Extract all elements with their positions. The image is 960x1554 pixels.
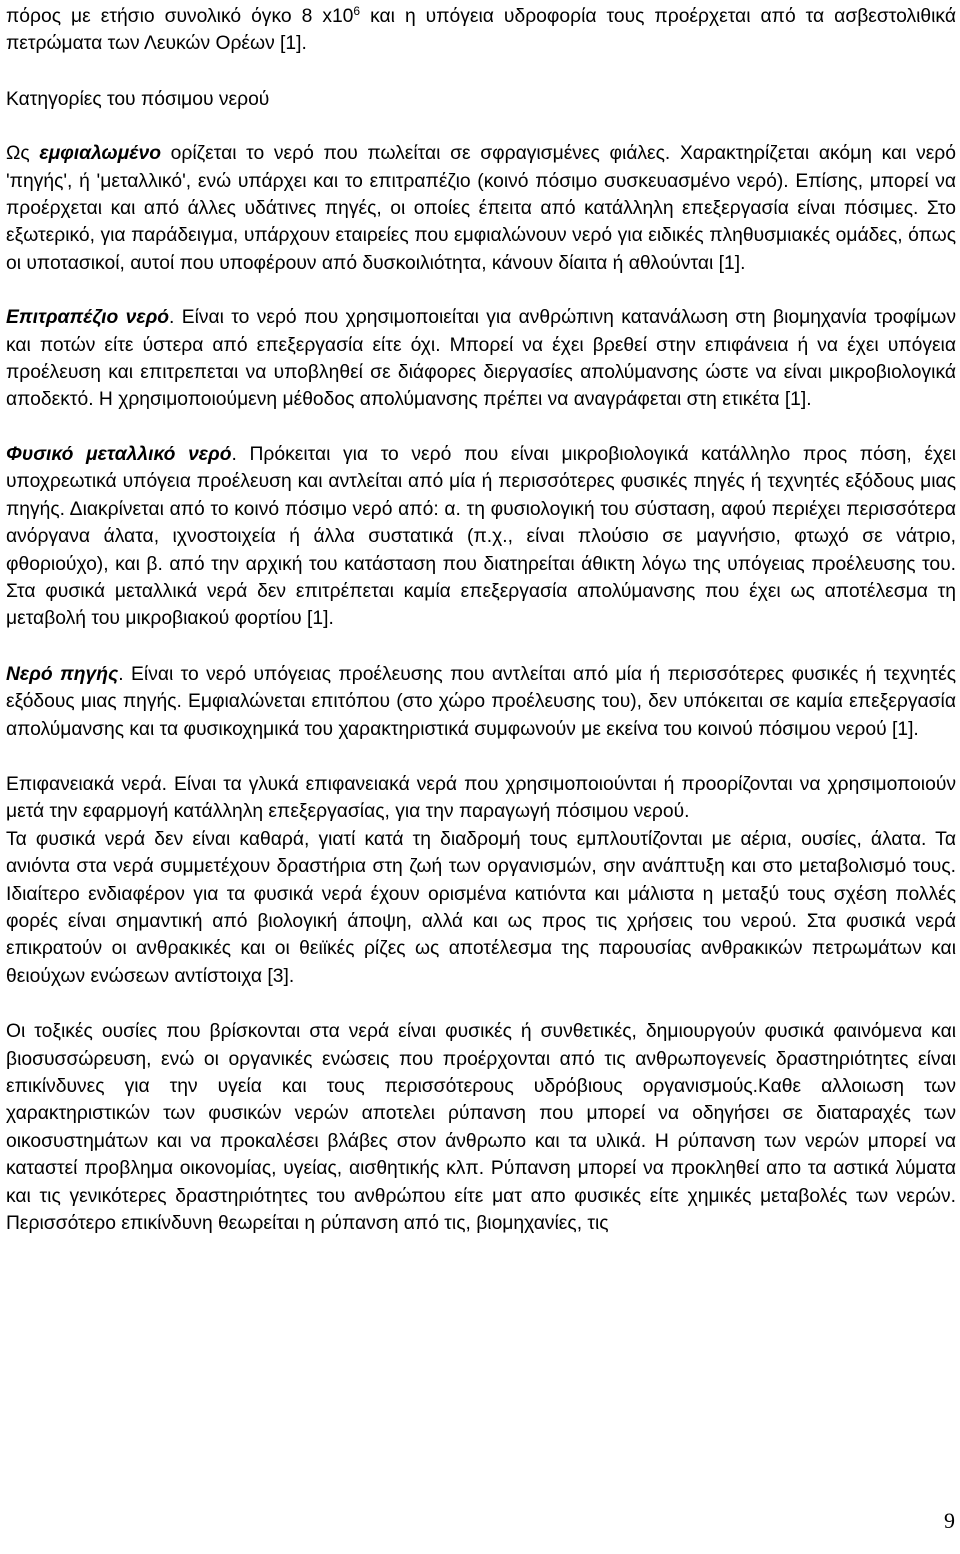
page-number: 9 bbox=[944, 1508, 955, 1533]
spring-water-paragraph bbox=[6, 661, 956, 743]
mineral-water-text: . Πρόκειται για το νερό που είναι μικροβιολογικά κατάλληλο προς πόση, έχει υποχρεωτικά υπόγεια προέλευση και αντλείται από μία ή περισσότερες φυσικές πηγές ή τεχνητές εξόδους μιας πηγής. Διακρίνεται από το κοινό πόσιμο νερό από: α. τη φυσιολογική του σύσταση, αφού περιέχει περισσότερα ανόργανα άλατα, ιχνοστοιχεία ή άλλα συστατικά (π.χ., είναι πλούσιο σε μαγνήσιο, φτωχό σε νάτριο, φθοριούχο), και β. από την αρχική του κατάσταση που διατηρείται άθικτη λόγω της υπόγειας προέλευσης του. Στα φυσικά μεταλλικά νερά δεν επιτρέπεται καμία επεξεργασία απολύμανσης που έχει ως αποτέλεσμα τη μεταβολή του μικροβιακού φορτίου [1]. bbox=[6, 443, 956, 630]
bottled-text: ορίζεται το νερό που πωλείται σε σφραγισμένες φιάλες. Χαρακτηρίζεται ακόμη και νερό 'πηγής', ή 'μεταλλικό', ενώ υπάρχει και το επιτραπέζιο (κοινό πόσιμο συσκευασμένο νερό). Επίσης, μπορεί να προέρχεται και από άλλες υδάτινες πηγές, οι οποίες έπειτα από κατάλληλη επεξεργασία είναι πόσιμες. Στο εξωτερικό, για παράδειγμα, υπάρχουν εταιρείες που εμφιαλώνουν νερό για ειδικές πληθυσμιακές ομάδες, όπως οι υποτασικοί, αυτοί που υποφέρουν από δυσκοιλιότητα, κάνουν δίαιτα ή αθλούνται [1]. bbox=[6, 143, 956, 274]
table-water-paragraph bbox=[6, 304, 956, 414]
table-water-term: Επιτραπέζιο νερό bbox=[6, 307, 170, 329]
intro-text-before: πόρος με ετήσιο συνολικό όγκο 8 x10 bbox=[6, 6, 354, 27]
intro-paragraph bbox=[6, 3, 956, 58]
mineral-water-paragraph bbox=[6, 441, 956, 633]
spring-water-text: . Είναι το νερό υπόγειας προέλευσης που αντλείται από μία ή περισσότερες φυσικές ή τεχνητές εξόδους μιας πηγής. Εμφιαλώνεται επιτόπου (στο χώρο προέλευσης του), δεν υπόκειται σε καμία επεξεργασία απολύμανσης και τα φυσικοχημικά του χαρακτηριστικά συμφωνούν με εκείνα του κοινού πόσιμου νερού [1]. bbox=[6, 663, 956, 740]
spring-water-term: Νερό πηγής bbox=[6, 663, 119, 685]
toxic-substances-paragraph: Οι τοξικές ουσίες που βρίσκονται στα νερά είναι φυσικές ή συνθετικές, δημιουργούν φυσικά φαινόμενα και βιοσυσσώρευση, ενώ οι οργανικές ενώσεις που προέρχονται από τις ανθρωπογενείς δραστηριότητες είναι επικίνδυνες για την υγεία και τους περισσότερους υδρόβιους οργανισμούς.Καθε αλλοιωση των χαρακτηριστικών των φυσικών νερών αποτελει ρύπανση που μπορεί να οδηγήσει σε διαταραχές των οικοσυστημάτων και να προκαλέσει βλάβες στον άνθρωπο και τα υλικά. Η ρύπανση των νερών μπορεί να καταστεί προβλημα οικονομίας, υγείας, αισθητικής κλπ. Ρύπανση μπορεί να προκληθεί απο τα αστικά λύματα και τις γενικότερες δραστηριότητες του ανθρώπου είτε ματ απο φυσικές είτε χημικές μεταβολές των νερών. Περισσότερο επικίνδυνη θεωρείται η ρύπανση από τις, βιομηχανίες, τις bbox=[6, 1021, 956, 1235]
bottled-term: εμφιαλωμένο bbox=[39, 143, 162, 165]
bottled-prefix: Ως bbox=[6, 143, 40, 165]
table-water-text: . Είναι το νερό που χρησιμοποιείται για ανθρώπινη κατανάλωση στη βιομηχανία τροφίμων και ποτών είτε ύστερα από επεξεργασία είτε όχι. Μπορεί να έχει βρεθεί στην επιφάνεια ή να έχει υπόγεια προέλευση και επιτρεπεται να υποβληθεί σε διάφορες διεργασίες απολύμανσης ώστε να είναι μικροβιολογικά αποδεκτό. Η χρησιμοποιούμενη μέθοδος απολύμανσης πρέπει να αναγράφεται στη ετικέτα [1]. bbox=[6, 307, 956, 411]
section-heading: Κατηγορίες του πόσιμου νερού bbox=[6, 88, 270, 110]
superscript-exponent: 6 bbox=[353, 4, 361, 18]
intro-text-after: και η υπόγεια υδροφορία τους προέρχεται από τα ασβεστολιθικά πετρώματα των Λευκών Ορέων [1]. bbox=[6, 6, 956, 55]
surface-water-paragraph: Επιφανειακά νερά. Είναι τα γλυκά επιφανειακά νερά που χρησιμοποιούνται ή προορίζονται να χρησιμοποιούν μετά την εφαρμογή κατάλληλη επεξεργασίας, για την παραγωγή πόσιμου νερού. bbox=[6, 773, 956, 823]
document-page bbox=[6, 0, 956, 1237]
mineral-water-term: Φυσικό μεταλλικό νερό bbox=[6, 443, 232, 465]
natural-water-paragraph: Τα φυσικά νερά δεν είναι καθαρά, γιατί κατά τη διαδρομή τους εμπλουτίζονται με αέρια, ουσίες, άλατα. Τα ανιόντα στα νερά συμμετέχουν δραστήρια στη ζωή των οργανισμών, σην ανάπτυξη και στο μεταβολισμό τους. Ιδιαίτερο ενδιαφέρον για τα φυσικά νερά έχουν ορισμένα κατιόντα και μάλιστα η μεταξύ τους σχέση πολλές φορές είναι σημαντική από βιολογική άποψη, αλλά και ως προς τις χρήσεις του νερού. Στα φυσικά νερά επικρατούν οι ανθρακικές και οι θειϊκές ρίζες ως αποτέλεσμα της παρουσίας ανθρακικών πετρωμάτων και θειούχων ενώσεων αντίστοιχα [3]. bbox=[6, 828, 956, 987]
bottled-water-paragraph bbox=[6, 140, 956, 277]
